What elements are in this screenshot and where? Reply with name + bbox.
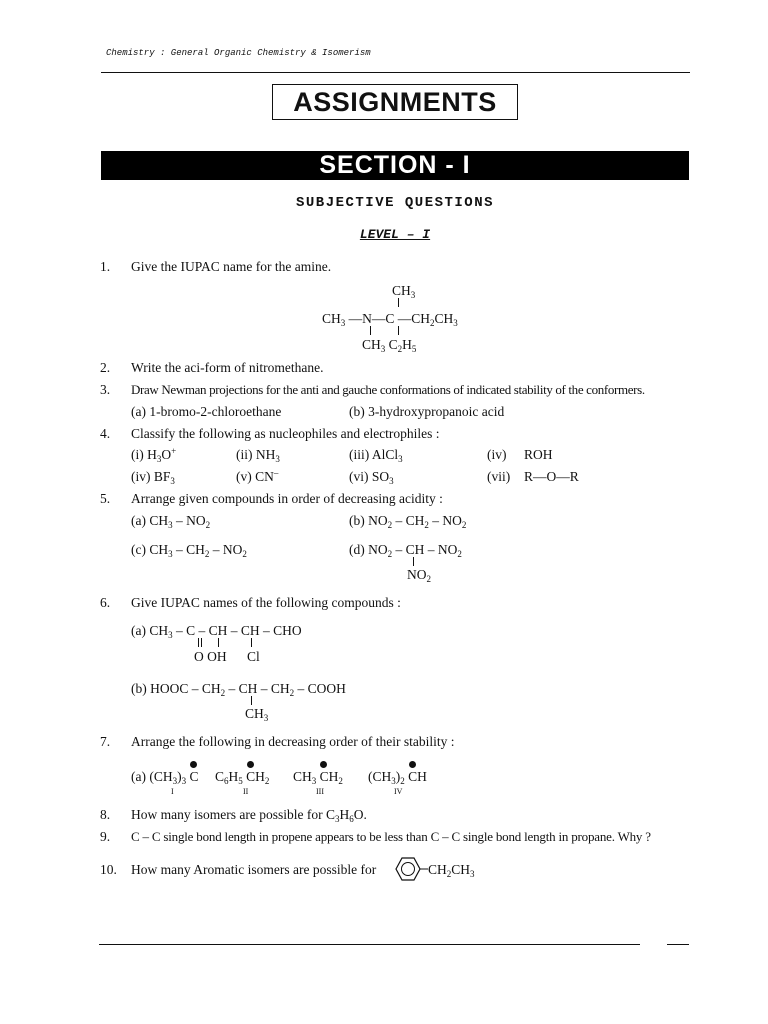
question-number: 7. bbox=[100, 734, 111, 749]
question-number: 9. bbox=[100, 829, 111, 844]
question-number: 4. bbox=[100, 426, 111, 441]
ethyl-group: $CH_2CH_3$ bbox=[428, 862, 475, 879]
question-number: 8. bbox=[100, 807, 111, 822]
question-text: How many isomers are possible for $C_3H_6O$. bbox=[131, 807, 367, 824]
level-label: LEVEL – I bbox=[359, 227, 431, 242]
question-text: Write the aci-form of nitromethane. bbox=[131, 360, 324, 375]
question-text: Give IUPAC names of the following compounds : bbox=[131, 595, 401, 610]
question-number: 6. bbox=[100, 595, 111, 610]
question-number: 1. bbox=[100, 259, 111, 274]
question-number: 3. bbox=[100, 382, 111, 397]
question-text: Draw Newman projections for the anti and gauche conformations of indicated stability of the conformers. bbox=[131, 382, 645, 397]
header-rule bbox=[101, 72, 690, 73]
running-header: Chemistry : General Organic Chemistry & Isomerism bbox=[106, 48, 371, 58]
question-text: Arrange the following in decreasing order of their stability : bbox=[131, 734, 455, 749]
section-banner: SECTION - I bbox=[101, 151, 689, 180]
question-number: 2. bbox=[100, 360, 111, 375]
question-text: Give the IUPAC name for the amine. bbox=[131, 259, 332, 274]
assignments-title: ASSIGNMENTS bbox=[272, 84, 518, 120]
question-number: 5. bbox=[100, 491, 111, 506]
question-text: Classify the following as nucleophiles and electrophiles : bbox=[131, 426, 440, 441]
option-b: (b) 3-hydroxypropanoic acid bbox=[349, 404, 505, 419]
question-text: How many Aromatic isomers are possible for bbox=[131, 862, 377, 877]
footer-rule bbox=[99, 944, 640, 945]
footer-rule-short bbox=[667, 944, 689, 945]
question-number: 10. bbox=[100, 862, 117, 877]
question-text: C – C single bond length in propene appears to be less than C – C single bond length in propane. Why ? bbox=[131, 829, 651, 844]
subheading: SUBJECTIVE QUESTIONS bbox=[295, 195, 495, 211]
benzene-ring-icon bbox=[388, 852, 428, 886]
option-a: (a) 1-bromo-2-chloroethane bbox=[131, 404, 282, 419]
question-text: Arrange given compounds in order of decreasing acidity : bbox=[131, 491, 443, 506]
